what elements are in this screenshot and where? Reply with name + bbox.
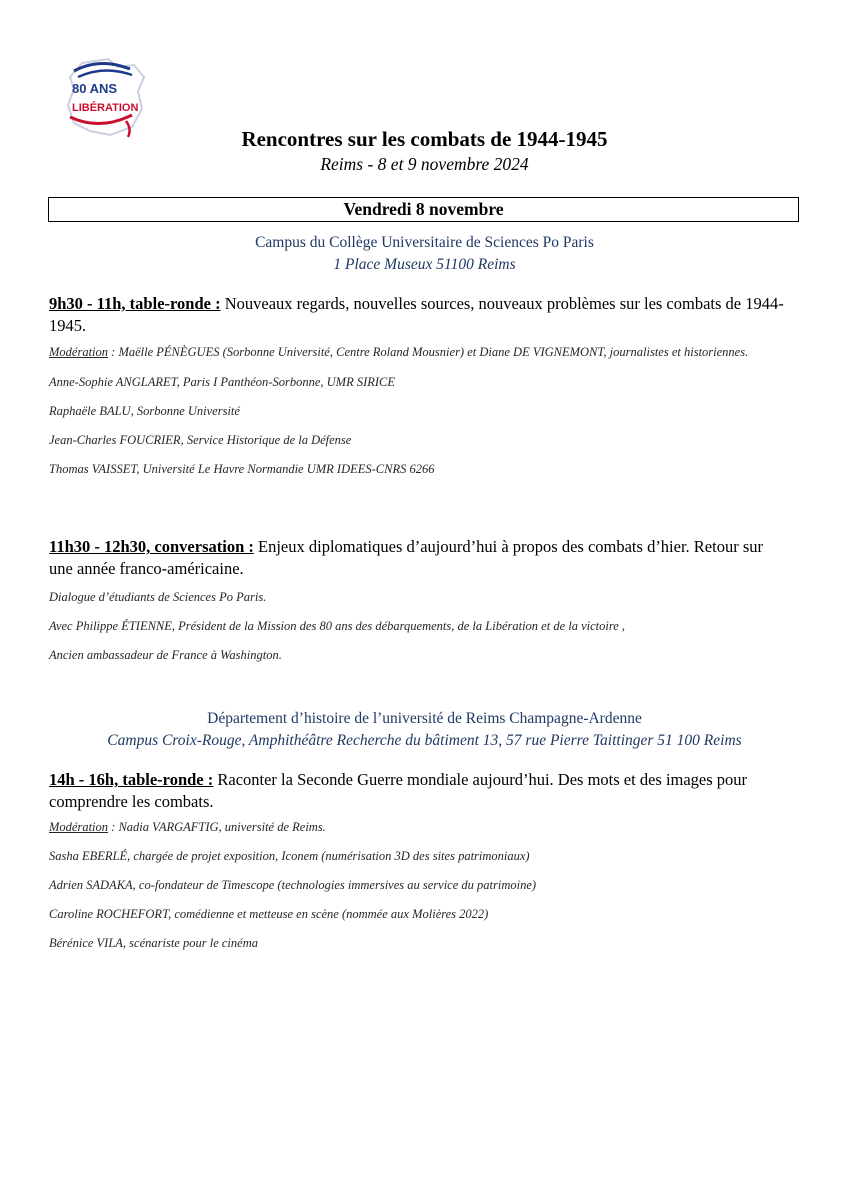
- venue-name: Campus du Collège Universitaire de Sciences Po Paris: [255, 234, 594, 251]
- logo-line-1: 80 ANS: [72, 81, 118, 96]
- venue-address: 1 Place Museux 51100 Reims: [333, 256, 516, 273]
- speaker-line: Bérénice VILA, scénariste pour le cinéma: [49, 936, 258, 950]
- venue-address: Campus Croix-Rouge, Amphithéâtre Recherche du bâtiment 13, 57 rue Pierre Taittinger 51 100 Reims: [107, 732, 742, 749]
- session-topic: Enjeux diplomatiques d’aujourd’hui à propos des combats d’hier. Retour sur une année franco-américaine.: [49, 537, 763, 578]
- moderation-label: Modération: [49, 345, 109, 359]
- session-heading: [49, 293, 789, 337]
- logo-line-2: LIBÉRATION: [72, 102, 139, 114]
- speaker-line: Adrien SADAKA, co-fondateur de Timescope (technologies immersives au service du patrimoine): [49, 878, 537, 892]
- moderation-label: Modération: [49, 820, 109, 834]
- guest-line: Avec Philippe ÉTIENNE, Président de la Mission des 80 ans des débarquements, de la Libération et de la victoire ,: [49, 619, 626, 633]
- session-topic: Nouveaux regards, nouvelles sources, nouveaux problèmes sur les combats de 1944-1945.: [49, 294, 784, 335]
- session-time-label: 14h - 16h, table-ronde :: [49, 770, 214, 789]
- speaker-line: Sasha EBERLÉ, chargée de projet exposition, Iconem (numérisation 3D des sites patrimoniaux): [49, 849, 530, 863]
- guest-role-line: Ancien ambassadeur de France à Washington.: [49, 648, 282, 662]
- page-subtitle: Reims - 8 et 9 novembre 2024: [320, 154, 529, 174]
- venue-name: Département d’histoire de l’université de Reims Champagne-Ardenne: [207, 710, 642, 727]
- moderation-line: [49, 819, 789, 835]
- speaker-line: Raphaële BALU, Sorbonne Université: [49, 404, 240, 418]
- session-topic: Raconter la Seconde Guerre mondiale aujourd’hui. Des mots et des images pour comprendre les combats.: [49, 770, 748, 811]
- day-heading: Vendredi 8 novembre: [343, 199, 504, 219]
- moderation-text: : Maëlle PÉNÈGUES (Sorbonne Université, Centre Roland Mousnier) et Diane DE VIGNEMONT, journalistes et historiennes.: [108, 345, 749, 359]
- session-1: [49, 293, 789, 477]
- speaker-line: Jean-Charles FOUCRIER, Service Historique de la Défense: [49, 433, 352, 447]
- session-heading: [49, 769, 789, 813]
- session-3: [49, 769, 789, 951]
- venue-sciences-po: [0, 232, 849, 276]
- moderation-line: [49, 344, 789, 360]
- title-block: [0, 126, 849, 176]
- speaker-line: Thomas VAISSET, Université Le Havre Normandie UMR IDEES-CNRS 6266: [49, 462, 435, 476]
- venue-urca: [0, 708, 849, 752]
- session-heading: [49, 536, 789, 580]
- session-2: [49, 536, 789, 663]
- moderation-text: : Nadia VARGAFTIG, université de Reims.: [108, 820, 326, 834]
- session-time-label: 11h30 - 12h30, conversation :: [49, 537, 254, 556]
- speaker-line: Caroline ROCHEFORT, comédienne et metteuse en scène (nommée aux Molières 2022): [49, 907, 489, 921]
- dialogue-line: Dialogue d’étudiants de Sciences Po Paris.: [49, 590, 267, 604]
- session-time-label: 9h30 - 11h, table-ronde :: [49, 294, 221, 313]
- day-heading-box: [48, 197, 799, 222]
- page-title: Rencontres sur les combats de 1944-1945: [241, 127, 608, 151]
- speaker-line: Anne-Sophie ANGLARET, Paris I Panthéon-Sorbonne, UMR SIRICE: [49, 375, 396, 389]
